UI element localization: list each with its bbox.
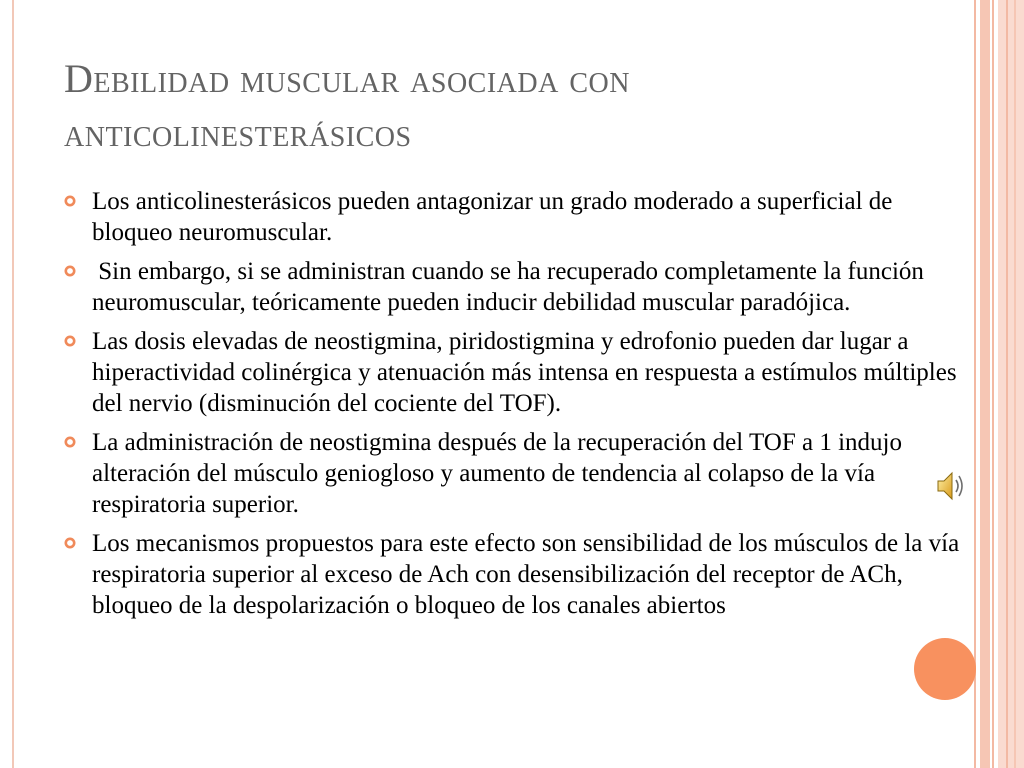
circle-bullet-icon — [64, 537, 76, 549]
bullet-text: Los mecanismos propuestos para este efecto son sensibilidad de los músculos de la vía respiratoria superior al exceso de Ach con desensibilización del receptor de ACh, bloqueo de la despolarización o bloqueo de los canales abiertos — [92, 530, 960, 619]
orange-circle-decoration — [914, 638, 976, 700]
circle-bullet-icon — [64, 265, 76, 277]
right-decor-stripe — [998, 0, 1024, 768]
right-decor-stripe — [974, 0, 976, 768]
right-decor-stripe — [980, 0, 990, 768]
right-decor-stripe — [1006, 0, 1008, 768]
bullet-list — [64, 186, 964, 629]
bullet-text: Los anticolinesterásicos pueden antagonizar un grado moderado a superficial de bloqueo neuromuscular. — [92, 188, 893, 246]
bullet-item — [64, 256, 964, 318]
bullet-item — [64, 326, 964, 419]
bullet-text: Las dosis elevadas de neostigmina, piridostigmina y edrofonio pueden dar lugar a hiperactividad colinérgica y atenuación más intensa en respuesta a estímulos múltiples del nervio (disminución del cociente del TOF). — [92, 328, 957, 417]
circle-bullet-icon — [64, 335, 76, 347]
right-decor-stripe — [1014, 0, 1016, 768]
bullet-item — [64, 528, 964, 621]
bullet-item — [64, 427, 964, 520]
circle-bullet-icon — [64, 195, 76, 207]
left-border-line — [12, 0, 14, 768]
circle-bullet-icon — [64, 436, 76, 448]
bullet-item — [64, 186, 964, 248]
bullet-text: La administración de neostigmina después de la recuperación del TOF a 1 indujo alteración del músculo geniogloso y aumento de tendencia al colapso de la vía respiratoria superior. — [92, 429, 902, 518]
slide-title: Debilidad muscular asociada con anticolinesterásicos — [64, 56, 630, 155]
right-decor-stripe — [992, 0, 994, 768]
speaker-icon[interactable] — [934, 468, 966, 504]
bullet-text: Sin embargo, si se administran cuando se ha recuperado completamente la función neuromuscular, teóricamente pueden inducir debilidad muscular paradójica. — [92, 258, 931, 316]
